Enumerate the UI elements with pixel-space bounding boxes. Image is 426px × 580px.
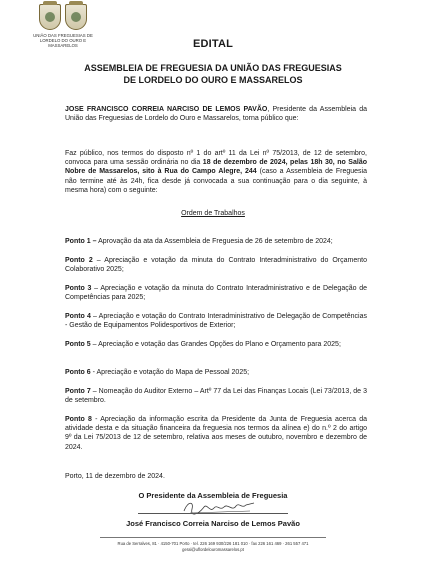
intro-rest: , Presidente da Assembleia da União das Freguesias de Lordelo do Ouro e Massarelos, torna público que: <box>65 106 367 123</box>
footer-divider <box>100 537 326 538</box>
meeting-details: 18 de dezembro de 2024, pelas 18h 30, no Salão Nobre de Massarelos, sito à Rua do Campo Alegre, 244 <box>65 159 367 176</box>
president-name: JOSE FRANCISCO CORREIA NARCISO DE LEMOS PAVÃO <box>65 106 268 113</box>
agenda-item-text: - Apreciação e votação do Mapa de Pessoal 2025; <box>90 369 250 376</box>
agenda-item <box>65 368 367 377</box>
convocation-text-1: Faz público, nos termos do disposto nº 1 do artº 11 da Lei nº 75/2013, de 12 de setembro, convoca para uma sessão ordinária no dia <box>65 150 367 167</box>
agenda-item-label: Ponto 3 <box>65 285 92 292</box>
agenda-item <box>65 284 367 302</box>
agenda-item-label: Ponto 4 <box>65 313 91 320</box>
footer-email: geral@uflordelouromassarelos.pt <box>182 547 244 552</box>
logo-caption-line2: LORDELO DO OURO E MASSARELOS <box>39 38 87 49</box>
agenda-item-text: Aprovação da ata da Assembleia de Freguesia de 26 de setembro de 2024; <box>96 238 333 245</box>
agenda-item <box>65 256 367 274</box>
agenda-item <box>65 237 367 246</box>
agenda-item <box>65 415 367 452</box>
footer-contact: Rua de Serralves, 81 · 4150-701 Porto · tel. 226 169 930/226 181 010 · fax 226 161 469 · 261 557 471 <box>117 541 309 546</box>
agenda-item <box>65 312 367 330</box>
agenda-item-text: – Apreciação e votação das Grandes Opções do Plano e Orçamento para 2025; <box>90 341 341 348</box>
signatory-name: José Francisco Correia Narciso de Lemos Pavão <box>126 519 300 528</box>
assembly-title-line2: DE LORDELO DO OURO E MASSARELOS <box>123 75 303 85</box>
agenda-title: Ordem de Trabalhos <box>181 210 245 217</box>
agenda-item-label: Ponto 7 <box>65 388 91 395</box>
agenda-item-label: Ponto 1 – <box>65 238 97 245</box>
agenda-item-label: Ponto 6 <box>65 369 91 376</box>
logo-caption-line1: UNIÃO DAS FREGUESIAS DE <box>33 33 93 38</box>
agenda-item-label: Ponto 8 <box>65 416 92 423</box>
assembly-title <box>40 62 386 86</box>
agenda-item-label: Ponto 5 <box>65 341 91 348</box>
agenda-item-text: - Apreciação da informação escrita da Presidente da Junta de Freguesia acerca da atividade desta e da situação financeira da freguesia nos termos da alínea e) do n.º 2 do artigo 9º da Lei 75/2013 de 12 de setembro, relativa aos meses de outubro, novembro e dezembro de 2024. <box>65 416 368 451</box>
agenda-item <box>65 387 367 405</box>
handwritten-signature <box>180 499 260 517</box>
signatory-title: O Presidente da Assembleia de Freguesia <box>138 491 288 500</box>
agenda-item-text: – Apreciação e votação da minuta do Contrato Interadministrativo e de Delegação de Competências para 2025; <box>65 285 367 302</box>
date-line: Porto, 11 de dezembro de 2024. <box>65 473 165 480</box>
convocation-paragraph <box>65 149 367 195</box>
agenda-item-text: – Apreciação e votação da minuta do Contrato Interadministrativo do Orçamento Colaborativo 2025; <box>65 257 367 274</box>
assembly-title-line1: ASSEMBLEIA DE FREGUESIA DA UNIÃO DAS FREGUESIAS <box>84 63 342 73</box>
agenda-item <box>65 340 367 349</box>
footer <box>0 541 426 553</box>
agenda-item-label: Ponto 2 <box>65 257 93 264</box>
lordelo-coat-of-arms-icon <box>39 4 61 30</box>
signature-line <box>138 513 288 514</box>
agenda-item-text: – Apreciação e votação do Contrato Interadministrativo de Delegação de Competências - Gestão de Equipamentos Polidesportivos de Exterior; <box>65 313 367 330</box>
convocation-text-2: (caso a Assembleia de Freguesia não termine até às 24h, fica desde já convocada a sua continuação para o dia seguinte, à mesma hora) com o seguinte: <box>65 168 367 194</box>
intro-paragraph <box>65 105 367 123</box>
document-type-heading: EDITAL <box>192 38 234 50</box>
agenda-item-text: – Nomeação do Auditor Externo – Artº 77 da Lei das Finanças Locais (Lei 73/2013, de 3 de setembro. <box>65 388 367 405</box>
massarelos-coat-of-arms-icon <box>65 4 87 30</box>
